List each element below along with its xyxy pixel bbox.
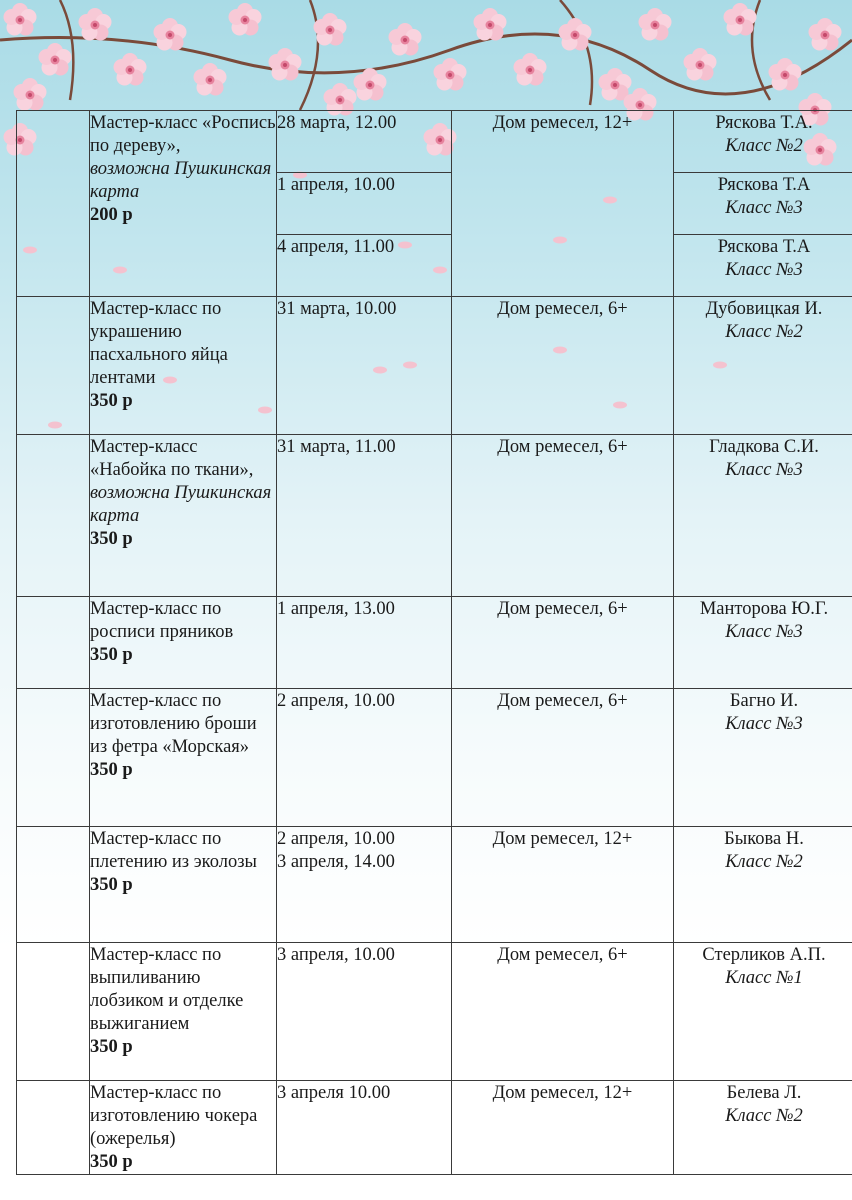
event-price: 350 р — [90, 529, 133, 549]
event-teacher-cell — [674, 111, 852, 173]
event-place: Дом ремесел, 6+ — [452, 297, 674, 435]
event-title: Мастер-класс по изготовлению броши из фетра «Морская» — [90, 691, 257, 757]
event-title: Мастер-класс по плетению из эколозы — [90, 829, 257, 872]
event-price: 350 р — [90, 391, 133, 411]
event-place: Дом ремесел, 6+ — [452, 689, 674, 827]
teacher-name: Белева Л. — [726, 1083, 802, 1103]
class-room: Класс №3 — [725, 198, 803, 218]
event-price: 350 р — [90, 760, 133, 780]
event-title-cell — [90, 111, 277, 297]
event-price: 350 р — [90, 1037, 133, 1057]
event-date: 3 апреля, 10.00 — [277, 943, 452, 1081]
row-number-cell — [17, 827, 90, 943]
row-number-cell — [17, 297, 90, 435]
event-date: 4 апреля, 11.00 — [277, 235, 452, 297]
event-place: Дом ремесел, 12+ — [452, 111, 674, 297]
class-room: Класс №2 — [725, 136, 803, 156]
event-title: Мастер-класс по росписи пряников — [90, 599, 234, 642]
event-teacher-cell — [674, 297, 852, 435]
event-title-cell — [90, 297, 277, 435]
event-date: 3 апреля 10.00 — [277, 1081, 452, 1175]
event-date: 28 марта, 12.00 — [277, 111, 452, 173]
row-number-cell — [17, 943, 90, 1081]
teacher-name: Рясковa Т.А — [717, 175, 811, 195]
event-title-cell — [90, 597, 277, 689]
teacher-name: Рясковa Т.А. — [715, 113, 813, 133]
event-date: 1 апреля, 10.00 — [277, 173, 452, 235]
event-title-cell — [90, 827, 277, 943]
event-price: 350 р — [90, 875, 133, 895]
teacher-name: Багно И. — [729, 691, 799, 711]
class-room: Класс №3 — [725, 260, 803, 280]
event-title: Мастер-класс по изготовлению чокера (ожерелья) — [90, 1083, 258, 1149]
teacher-name: Гладкова С.И. — [709, 437, 819, 457]
event-note: возможна Пушкинская карта — [90, 159, 272, 202]
event-place: Дом ремесел, 6+ — [452, 435, 674, 597]
event-teacher-cell — [674, 827, 852, 943]
event-note: возможна Пушкинская карта — [90, 483, 272, 526]
class-room: Класс №2 — [725, 1106, 803, 1126]
row-number-cell — [17, 689, 90, 827]
class-room: Класс №3 — [725, 460, 803, 480]
event-teacher-cell — [674, 597, 852, 689]
event-teacher-cell — [674, 689, 852, 827]
class-room: Класс №1 — [725, 968, 803, 988]
teacher-name: Дубовицкая И. — [705, 299, 823, 319]
event-teacher-cell — [674, 435, 852, 597]
event-teacher-cell — [674, 173, 852, 235]
teacher-name: Рясковa Т.А — [717, 237, 811, 257]
row-number-cell — [17, 597, 90, 689]
event-date: 2 апреля, 10.00 — [277, 829, 395, 849]
event-title: Мастер-класс по выпиливанию лобзиком и отделке выжиганием — [90, 945, 244, 1034]
event-place: Дом ремесел, 6+ — [452, 943, 674, 1081]
class-room: Класс №3 — [725, 714, 803, 734]
event-price: 350 р — [90, 1152, 133, 1172]
row-number-cell — [17, 1081, 90, 1175]
class-room: Класс №2 — [725, 852, 803, 872]
event-teacher-cell — [674, 235, 852, 297]
event-title-cell — [90, 689, 277, 827]
event-date: 31 марта, 11.00 — [277, 435, 452, 597]
event-date: 1 апреля, 13.00 — [277, 597, 452, 689]
event-date: 2 апреля, 10.00 — [277, 689, 452, 827]
event-title-cell — [90, 435, 277, 597]
event-teacher-cell — [674, 943, 852, 1081]
event-title: Мастер-класс «Роспись по дереву», — [90, 113, 276, 156]
event-title: Мастер-класс по украшению пасхального яйца лентами — [90, 299, 228, 388]
event-price: 350 р — [90, 645, 133, 665]
event-date-second: 3 апреля, 14.00 — [277, 852, 395, 872]
event-teacher-cell — [674, 1081, 852, 1175]
class-room: Класс №3 — [725, 622, 803, 642]
event-title: Мастер-класс «Набойка по ткани», — [90, 437, 254, 480]
class-room: Класс №2 — [725, 322, 803, 342]
event-schedule-table — [16, 110, 852, 1175]
event-title-cell — [90, 1081, 277, 1175]
row-number-cell — [17, 111, 90, 297]
teacher-name: Манторова Ю.Г. — [699, 599, 829, 619]
teacher-name: Быкова Н. — [724, 829, 804, 849]
event-date: 31 марта, 10.00 — [277, 297, 452, 435]
event-place: Дом ремесел, 6+ — [452, 597, 674, 689]
event-date-cell — [277, 827, 452, 943]
event-place: Дом ремесел, 12+ — [452, 827, 674, 943]
teacher-name: Стерликов А.П. — [702, 945, 826, 965]
row-number-cell — [17, 435, 90, 597]
event-place: Дом ремесел, 12+ — [452, 1081, 674, 1175]
event-price: 200 р — [90, 205, 133, 225]
event-title-cell — [90, 943, 277, 1081]
